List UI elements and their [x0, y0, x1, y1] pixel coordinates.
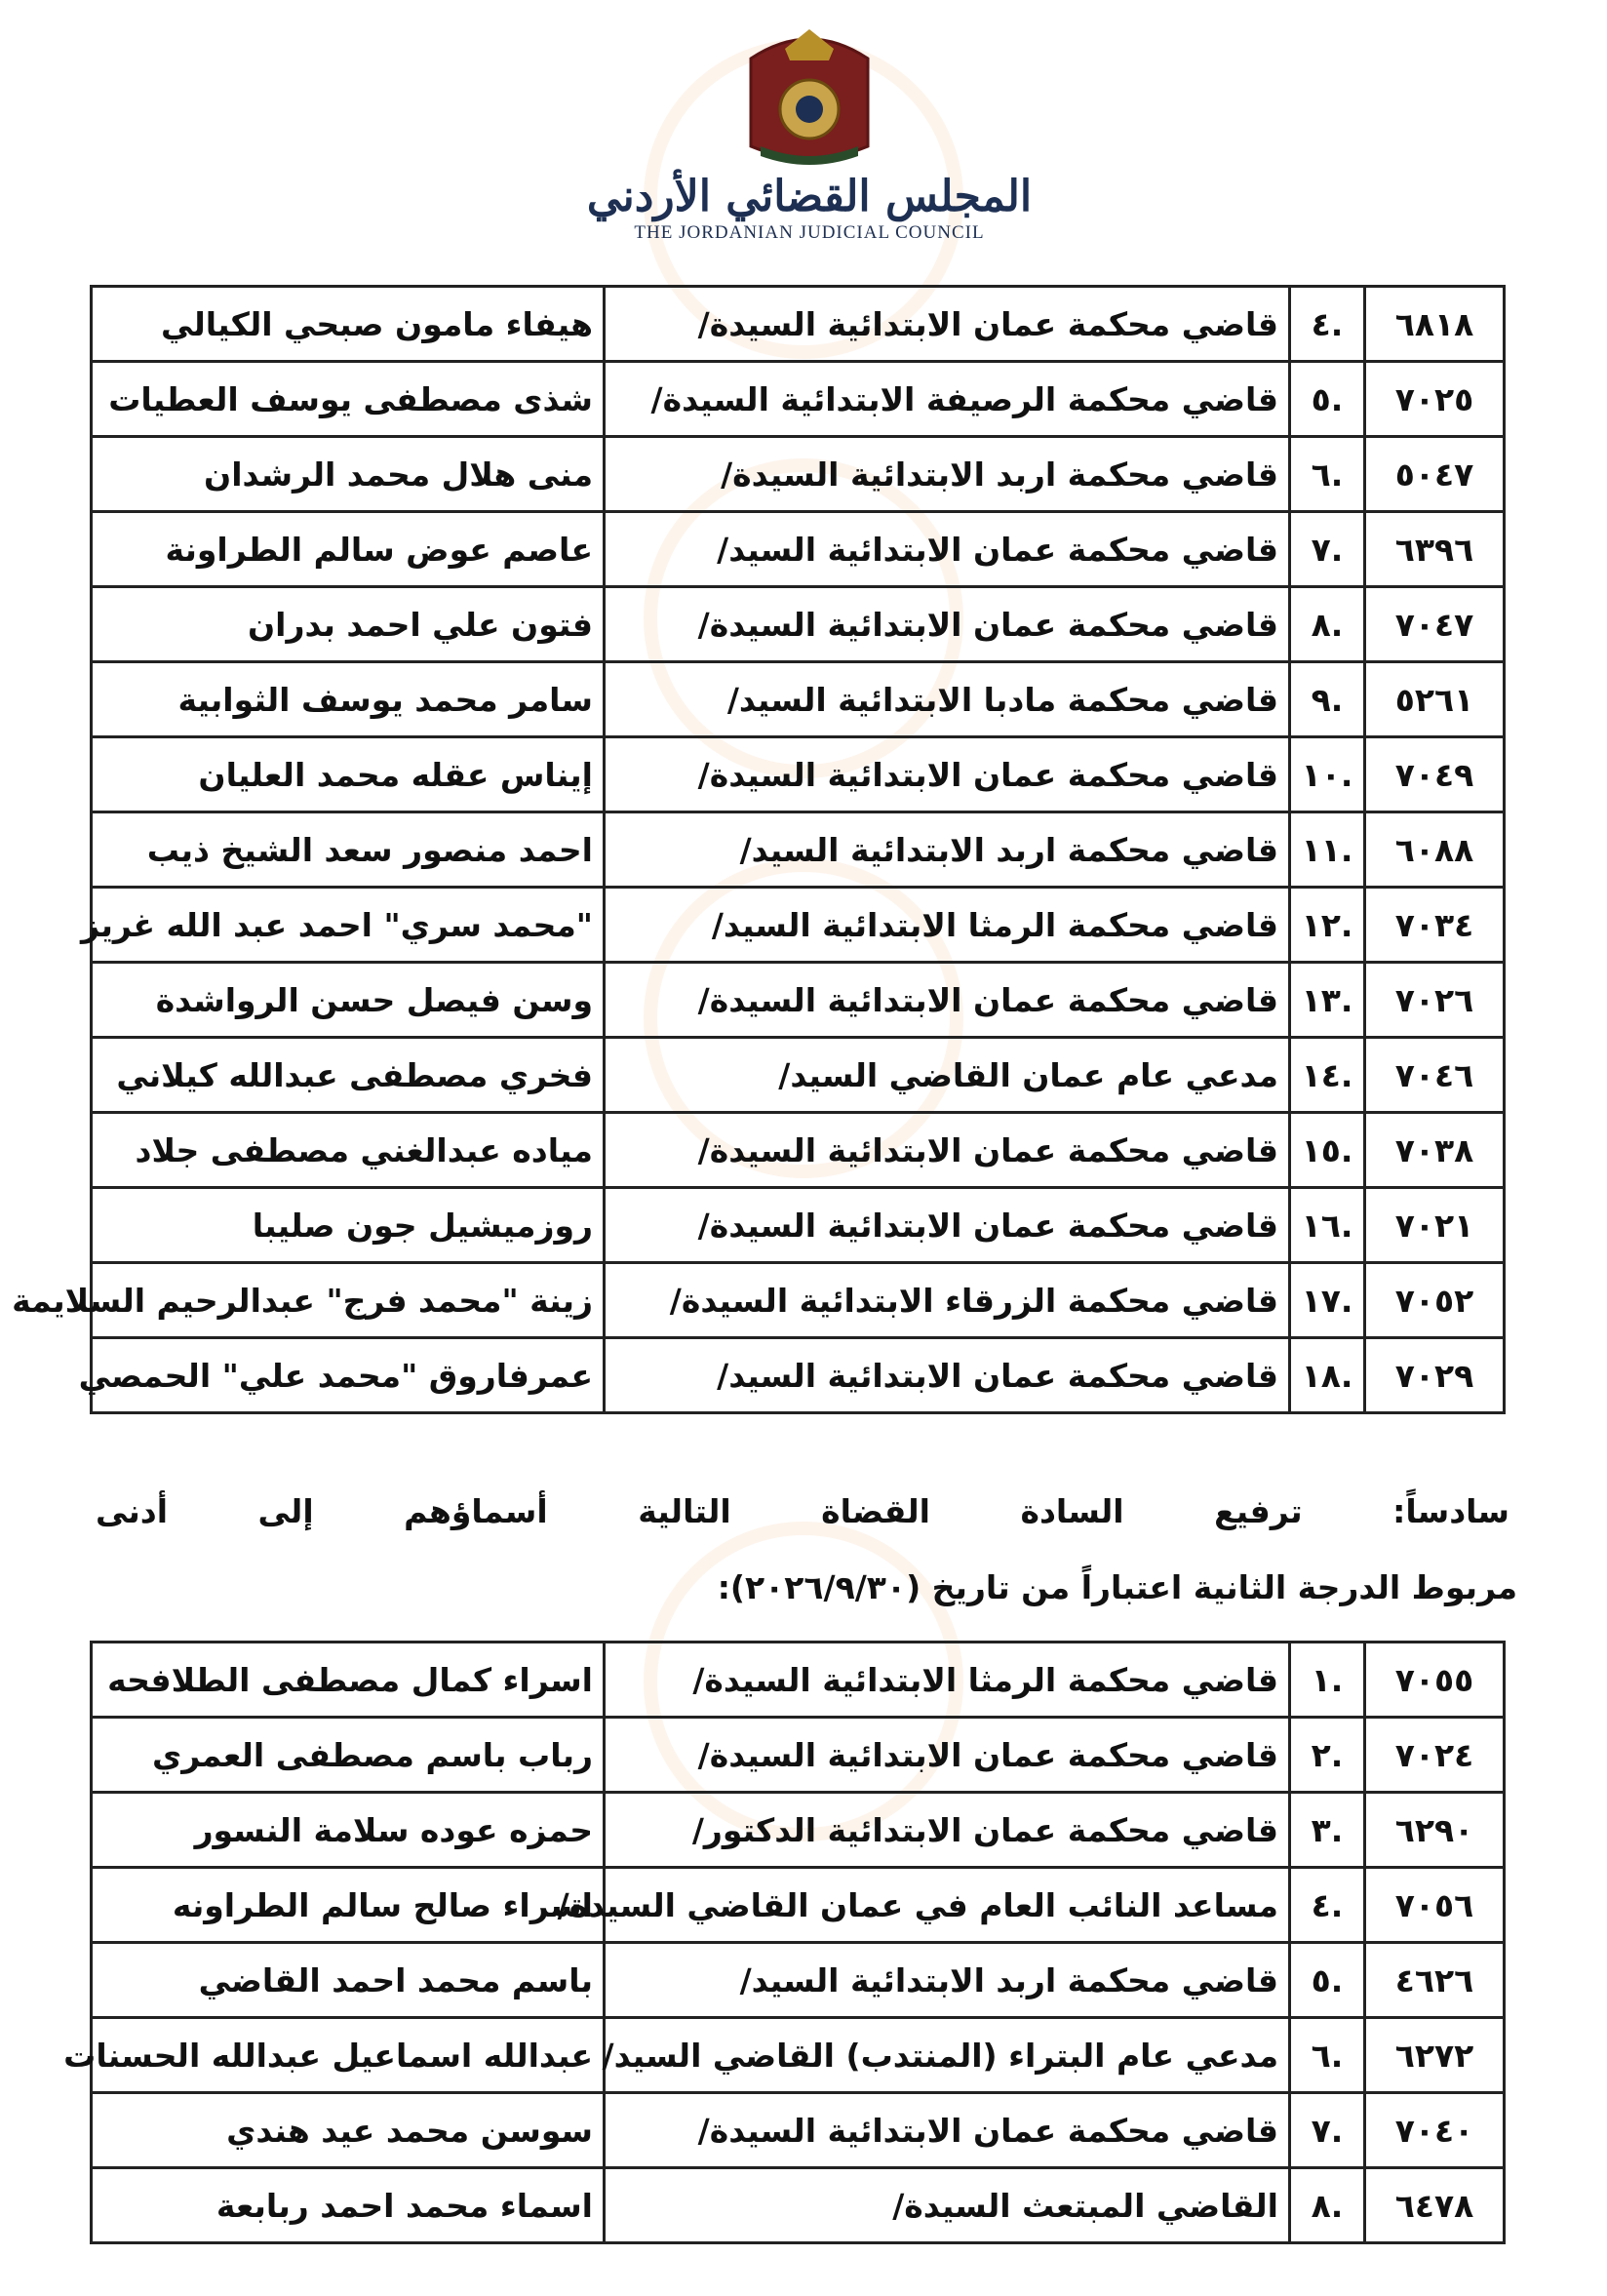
council-name-arabic: المجلس القضائي الأردني [586, 172, 1033, 221]
position-title: قاضي محكمة الرمثا الابتدائية السيد/ [605, 888, 1290, 963]
judge-name: إيناس عقله محمد العليان [92, 737, 605, 812]
table-row [92, 1718, 1505, 1793]
judge-name: شذى مصطفى يوسف العطيات [92, 362, 605, 437]
position-title: قاضي محكمة اربد الابتدائية السيد/ [605, 1943, 1290, 2018]
employee-number: ٤٦٢٦ [1365, 1943, 1505, 2018]
paragraph-line-1: سادساً: ترفيع السادة القضاة التالية أسماؤهم إلى أدنى [96, 1492, 1509, 1530]
table-row [92, 1793, 1505, 1868]
table-row [92, 437, 1505, 512]
judge-name: وسن فيصل حسن الرواشدة [92, 963, 605, 1038]
row-ordinal: .١٠ [1290, 737, 1365, 812]
row-ordinal: .٥ [1290, 1943, 1365, 2018]
position-title: قاضي محكمة الرصيفة الابتدائية السيدة/ [605, 362, 1290, 437]
judge-name: زينة "محمد فرج" عبدالرحيم السلايمة [92, 1263, 605, 1338]
row-ordinal: .٨ [1290, 2168, 1365, 2243]
employee-number: ٥٠٤٧ [1365, 437, 1505, 512]
table-row [92, 2168, 1505, 2243]
table-row [92, 1943, 1505, 2018]
position-title: قاضي محكمة الزرقاء الابتدائية السيدة/ [605, 1263, 1290, 1338]
judge-name: منى هلال محمد الرشدان [92, 437, 605, 512]
table-row [92, 1113, 1505, 1188]
table-row [92, 512, 1505, 587]
row-ordinal: .١٢ [1290, 888, 1365, 963]
table-row [92, 2093, 1505, 2168]
position-title: مساعد النائب العام في عمان القاضي السيدة/ [605, 1868, 1290, 1943]
judge-name: اسراء صالح سالم الطراونه [92, 1868, 605, 1943]
table-row [92, 737, 1505, 812]
employee-number: ٧٠٤٦ [1365, 1038, 1505, 1113]
section-six-paragraph-cont [133, 1568, 1517, 1606]
position-title: قاضي محكمة عمان الابتدائية السيدة/ [605, 963, 1290, 1038]
promotions-table-2 [63, 1641, 1506, 2244]
table-row [92, 888, 1505, 963]
employee-number: ٦٣٩٦ [1365, 512, 1505, 587]
table-row [92, 662, 1505, 737]
judge-name: رباب باسم مصطفى العمري [92, 1718, 605, 1793]
judge-name: اسراء كمال مصطفى الطلافحه [92, 1643, 605, 1718]
coat-of-arms-icon [731, 20, 887, 176]
employee-number: ٧٠٣٨ [1365, 1113, 1505, 1188]
row-ordinal: .١١ [1290, 812, 1365, 888]
position-title: قاضي محكمة مادبا الابتدائية السيد/ [605, 662, 1290, 737]
judge-name: احمد منصور سعد الشيخ ذيب [92, 812, 605, 888]
employee-number: ٧٠٢٥ [1365, 362, 1505, 437]
row-ordinal: .٥ [1290, 362, 1365, 437]
promotions-table-1 [12, 285, 1506, 1414]
table-row [92, 963, 1505, 1038]
judge-name: باسم محمد احمد القاضي [92, 1943, 605, 2018]
position-title: قاضي محكمة عمان الابتدائية السيدة/ [605, 287, 1290, 362]
row-ordinal: .١٤ [1290, 1038, 1365, 1113]
employee-number: ٧٠٤٧ [1365, 587, 1505, 662]
position-title: مدعي عام عمان القاضي السيد/ [605, 1038, 1290, 1113]
table-row [92, 812, 1505, 888]
judge-name: سوسن محمد عيد هندي [92, 2093, 605, 2168]
employee-number: ٧٠٢٦ [1365, 963, 1505, 1038]
table-row [92, 1643, 1505, 1718]
position-title: قاضي محكمة عمان الابتدائية السيد/ [605, 1338, 1290, 1413]
row-ordinal: .٦ [1290, 437, 1365, 512]
position-title: مدعي عام البتراء (المنتدب) القاضي السيد/ [605, 2018, 1290, 2093]
judge-name: "محمد سري" احمد عبد الله غريز [92, 888, 605, 963]
employee-number: ٧٠٥٦ [1365, 1868, 1505, 1943]
judge-name: هيفاء مامون صبحي الكيالي [92, 287, 605, 362]
employee-number: ٦٨١٨ [1365, 287, 1505, 362]
row-ordinal: .٩ [1290, 662, 1365, 737]
judge-name: مياده عبدالغني مصطفى جلاد [92, 1113, 605, 1188]
row-ordinal: .١٨ [1290, 1338, 1365, 1413]
position-title: قاضي محكمة عمان الابتدائية السيدة/ [605, 2093, 1290, 2168]
row-ordinal: .٢ [1290, 1718, 1365, 1793]
row-ordinal: .٣ [1290, 1793, 1365, 1868]
judge-name: سامر محمد يوسف الثوابية [92, 662, 605, 737]
position-title: قاضي محكمة عمان الابتدائية السيدة/ [605, 1188, 1290, 1263]
table-row [92, 1038, 1505, 1113]
paragraph-line-2: مربوط الدرجة الثانية اعتباراً من تاريخ (٢٠٢٦/٩/٣٠): [717, 1568, 1517, 1606]
employee-number: ٧٠٢٤ [1365, 1718, 1505, 1793]
judge-name: فخري مصطفى عبدالله كيلاني [92, 1038, 605, 1113]
row-ordinal: .٨ [1290, 587, 1365, 662]
employee-number: ٧٠٤٩ [1365, 737, 1505, 812]
employee-number: ٦٤٧٨ [1365, 2168, 1505, 2243]
employee-number: ٦٢٩٠ [1365, 1793, 1505, 1868]
table-row [92, 2018, 1505, 2093]
employee-number: ٦٠٨٨ [1365, 812, 1505, 888]
judge-name: عبدالله اسماعيل عبدالله الحسنات [92, 2018, 605, 2093]
position-title: قاضي محكمة عمان الابتدائية السيد/ [605, 512, 1290, 587]
judge-name: عاصم عوض سالم الطراونة [92, 512, 605, 587]
employee-number: ٦٢٧٢ [1365, 2018, 1505, 2093]
row-ordinal: .٤ [1290, 287, 1365, 362]
employee-number: ٧٠٢٩ [1365, 1338, 1505, 1413]
position-title: قاضي محكمة اربد الابتدائية السيد/ [605, 812, 1290, 888]
employee-number: ٧٠٥٥ [1365, 1643, 1505, 1718]
row-ordinal: .١٧ [1290, 1263, 1365, 1338]
judge-name: فتون علي احمد بدران [92, 587, 605, 662]
position-title: قاضي محكمة اربد الابتدائية السيدة/ [605, 437, 1290, 512]
row-ordinal: .٦ [1290, 2018, 1365, 2093]
position-title: قاضي محكمة الرمثا الابتدائية السيدة/ [605, 1643, 1290, 1718]
council-name-english: THE JORDANIAN JUDICIAL COUNCIL [634, 222, 985, 243]
judge-name: عمرفاروق "محمد علي" الحمصي [92, 1338, 605, 1413]
position-title: قاضي محكمة عمان الابتدائية السيدة/ [605, 587, 1290, 662]
table-row [92, 587, 1505, 662]
table-row [92, 1338, 1505, 1413]
employee-number: ٧٠٤٠ [1365, 2093, 1505, 2168]
position-title: قاضي محكمة عمان الابتدائية الدكتور/ [605, 1793, 1290, 1868]
position-title: قاضي محكمة عمان الابتدائية السيدة/ [605, 1113, 1290, 1188]
position-title: القاضي المبتعث السيدة/ [605, 2168, 1290, 2243]
employee-number: ٧٠٢١ [1365, 1188, 1505, 1263]
employee-number: ٧٠٥٢ [1365, 1263, 1505, 1338]
table-row [92, 1868, 1505, 1943]
judge-name: روزميشيل جون صليبا [92, 1188, 605, 1263]
row-ordinal: .١٥ [1290, 1113, 1365, 1188]
letterhead [585, 20, 1034, 263]
table-row [92, 1188, 1505, 1263]
row-ordinal: .٤ [1290, 1868, 1365, 1943]
table-row [92, 362, 1505, 437]
row-ordinal: .٧ [1290, 512, 1365, 587]
judge-name: حمزه عوده سلامة النسور [92, 1793, 605, 1868]
section-six-paragraph [96, 1492, 1509, 1530]
row-ordinal: .٧ [1290, 2093, 1365, 2168]
table-row [92, 287, 1505, 362]
table-row [92, 1263, 1505, 1338]
judge-name: اسماء محمد احمد ربابعة [92, 2168, 605, 2243]
row-ordinal: .١٣ [1290, 963, 1365, 1038]
row-ordinal: .١ [1290, 1643, 1365, 1718]
position-title: قاضي محكمة عمان الابتدائية السيدة/ [605, 1718, 1290, 1793]
row-ordinal: .١٦ [1290, 1188, 1365, 1263]
employee-number: ٥٢٦١ [1365, 662, 1505, 737]
position-title: قاضي محكمة عمان الابتدائية السيدة/ [605, 737, 1290, 812]
employee-number: ٧٠٣٤ [1365, 888, 1505, 963]
